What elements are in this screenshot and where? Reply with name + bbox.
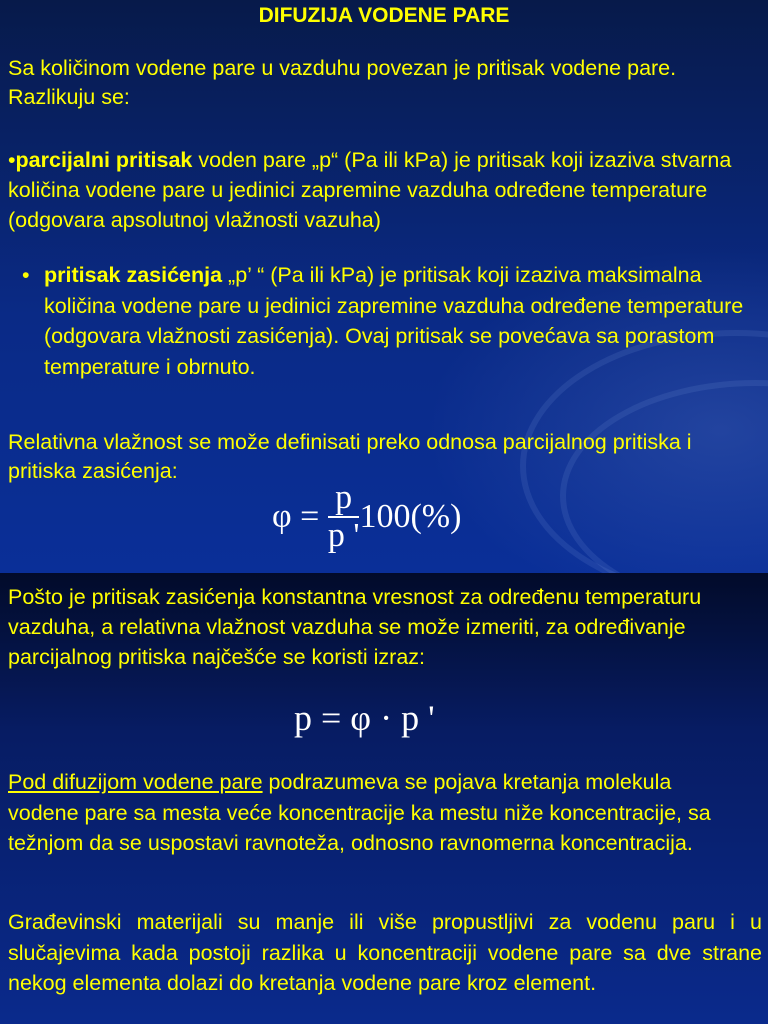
bullet: •	[22, 263, 30, 287]
diffusion-term-underlined: Pod difuzijom vodene pare	[8, 770, 263, 794]
partial-pressure-text: voden pare „p“ (Pa ili kPa) je pritisak koji izaziva stvarna količina vodene pare u jedinici zapremine vazduha određene temperature (odgovara apsolutnoj vlažnosti vazuha)	[8, 148, 732, 232]
materials-paragraph: Građevinski materijali su manje ili više propustljivi za vodenu paru i u slučajevima kada postoji razlika u koncentraciji vodene pare sa dve strane nekog elementa dolazi do kretanja vodene pare kroz element.	[8, 910, 762, 995]
formula-denominator: p '	[327, 517, 360, 554]
diffusion-definition-text: podrazumeva se pojava kretanja molekula vodene pare sa mesta veće koncentracije ka mestu niže koncentracije, sa težnjom da se uspostavi ravnoteža, odnosno ravnomerna koncentracija.	[8, 770, 711, 855]
formula-fraction	[328, 480, 360, 554]
formula-numerator: p	[328, 480, 360, 518]
intro-paragraph: Sa količinom vodene pare u vazduhu povezan je pritisak vodene pare. Razlikuju se:	[8, 56, 677, 109]
relative-humidity-paragraph: Relativna vlažnost se može definisati preko odnosa parcijalnog pritiska i pritiska zasićenja:	[8, 430, 692, 483]
formula-rhs: 100(%)	[359, 498, 462, 535]
relative-humidity-formula	[272, 480, 461, 554]
formula-lhs: φ =	[272, 498, 320, 535]
partial-pressure-term: parcijalni pritisak	[15, 148, 193, 172]
page-title: DIFUZIJA VODENE PARE	[258, 4, 510, 27]
saturation-pressure-term: pritisak zasićenja	[44, 263, 223, 287]
partial-pressure-formula: p = φ · p '	[294, 698, 435, 738]
slide-bottom	[0, 573, 768, 1024]
saturation-pressure-text: „p’ “ (Pa ili kPa) je pritisak koji izaziva maksimalna količina vodene pare u jedinici zapremine vazduha određene temperature (odgovara vlažnosti zasićenja). Ovaj pritisak se povećava sa porastom temperature i obrnuto.	[44, 263, 744, 379]
diffusion-definition-paragraph	[8, 767, 724, 859]
saturation-pressure-item	[22, 260, 762, 382]
partial-pressure-item: •parcijalni pritisak voden pare „p“ (Pa ili kPa) je pritisak koji izaziva stvarna količina vodene pare u jedinici zapremine vazduha određene temperature (odgovara apsolutnoj vlažnosti vazuha)	[8, 148, 732, 232]
partial-pressure-paragraph: Pošto je pritisak zasićenja konstantna vresnost za određenu temperaturu vazduha, a relativna vlažnost vazduha se može izmeriti, za određivanje parcijalnog pritiska najčešće se koristi izraz:	[8, 585, 702, 669]
